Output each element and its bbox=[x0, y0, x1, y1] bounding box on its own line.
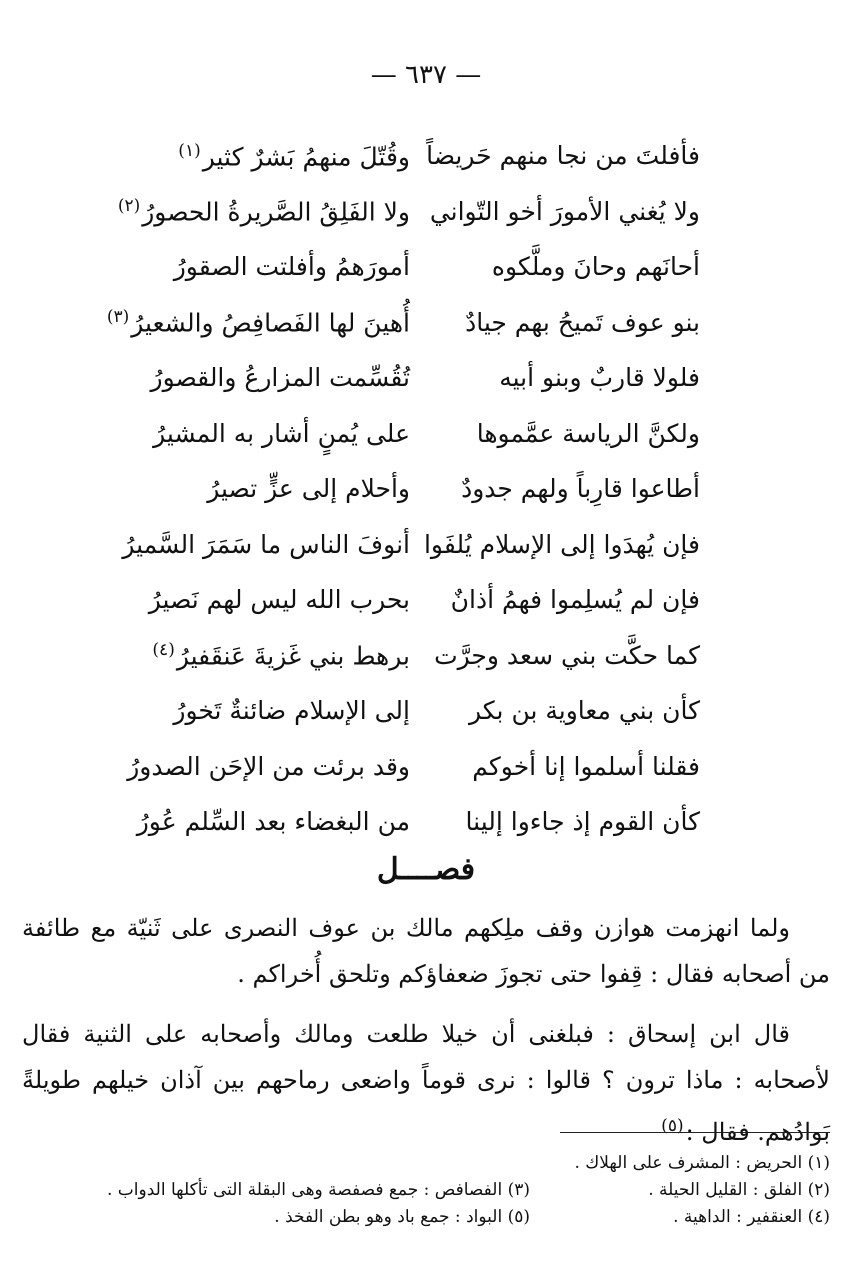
verse-second-hemistich bbox=[140, 474, 410, 503]
verse-first-hemistich: أحانَهم وحانَ وملَّكوه bbox=[491, 252, 700, 282]
verse-first-hemistich: فإن يُهدَوا إلى الإسلام يُلفَوا bbox=[423, 529, 700, 559]
verse-first-hemistich: فأفلتَ من نجا منهم حَريضاً bbox=[426, 141, 700, 171]
footnote-1: (١) الحريض : المشرف على الهلاك . bbox=[574, 1153, 830, 1173]
verse-line bbox=[122, 517, 700, 573]
verse-line bbox=[140, 350, 700, 406]
verse-first-hemistich: كما حكَّت بني سعد وجرَّت bbox=[434, 640, 700, 670]
verse-second-hemistich bbox=[140, 585, 410, 614]
verse-second-hemistich bbox=[140, 419, 410, 448]
footnote-2: (٢) الفلق : القليل الحيلة . bbox=[648, 1180, 830, 1200]
verse-second-hemistich bbox=[140, 363, 410, 392]
verse-line bbox=[117, 184, 700, 240]
footnote-column bbox=[530, 1150, 830, 1177]
verse-second-text: تُقُسِّمت المزارعُ والقصورُ bbox=[150, 363, 410, 393]
footnote-marker: (٣) bbox=[106, 307, 130, 328]
prose-paragraph-text: قال ابن إسحاق : فبلغنى أن خيلا طلعت ومالك وأصحابه على الثنية فقال لأصحابه : ماذا ترون ؟ قالوا : نرى قوماً واضعى رماحهم بين آذان خيلهم طويلةً بَوادُهم. فقال : bbox=[22, 1020, 830, 1146]
prose-paragraph bbox=[22, 1011, 830, 1155]
footnote-marker: (١) bbox=[178, 140, 201, 161]
verse-second-text: إلى الإسلام ضائنةٌ تَخورُ bbox=[173, 696, 410, 726]
verse-second-hemistich bbox=[140, 640, 410, 670]
verse-line bbox=[140, 461, 700, 517]
verse-second-hemistich bbox=[127, 751, 410, 781]
prose-paragraph: ولما انهزمت هوازن وقف ملِكهم مالك بن عوف النصرى على ثَنيّة مع طائفة من أصحابه فقال : قِفوا حتى تجوزَ ضعفاؤكم وتلحق أُخراكم . bbox=[22, 914, 830, 988]
poem bbox=[106, 128, 700, 850]
footnote-5: (٥) البواد : جمع باد وهو بطن الفخذ . bbox=[274, 1207, 530, 1227]
verse-first-hemistich: فإن لم يُسلِموا فهمُ أذانٌ bbox=[450, 585, 700, 615]
verse-line bbox=[140, 128, 700, 184]
verse-first-hemistich: فقلنا أسلموا إنا أخوكم bbox=[472, 751, 700, 781]
verse-first-hemistich: فلولا قاربٌ وبنو أبيه bbox=[499, 363, 700, 393]
verse-second-text: أمورَهمُ وأفلتت الصقورُ bbox=[173, 252, 410, 282]
footnote-column bbox=[90, 1177, 530, 1231]
footnotes bbox=[40, 1150, 830, 1231]
verse-second-hemistich bbox=[117, 196, 410, 227]
verse-line bbox=[140, 406, 700, 462]
footnote-divider bbox=[560, 1132, 830, 1133]
verse-line bbox=[140, 628, 700, 684]
verse-line bbox=[136, 794, 700, 850]
footnote-marker: (٥) bbox=[661, 1116, 684, 1136]
verse-second-text: وأحلام إلى عزٍّ تصيرُ bbox=[207, 474, 410, 504]
prose-body bbox=[22, 905, 830, 1169]
verse-first-hemistich: كأن بني معاوية بن بكر bbox=[468, 696, 700, 726]
verse-first-hemistich: أطاعوا قارِباً ولهم جدودٌ bbox=[461, 474, 700, 504]
verse-first-hemistich: بنو عوف تَميحُ بهم جيادٌ bbox=[465, 307, 700, 337]
verse-second-hemistich bbox=[136, 807, 410, 837]
verse-second-text: أُهينَ لها الفَصافِصُ والشعيرُ bbox=[131, 308, 410, 338]
verse-second-hemistich bbox=[140, 252, 410, 281]
footnote-row bbox=[40, 1177, 830, 1231]
footnote-column bbox=[530, 1177, 830, 1231]
section-title: فصــــل bbox=[376, 852, 476, 887]
verse-second-text: وقُتّلَ منهمُ بَشرٌ كثير bbox=[202, 141, 410, 171]
verse-second-text: وقد برئت من الإحَن الصدورُ bbox=[127, 751, 410, 781]
verse-line bbox=[140, 239, 700, 295]
footnote-4: (٤) العنقفير : الداهية . bbox=[673, 1207, 830, 1227]
verse-line bbox=[140, 683, 700, 739]
verse-second-text: برهط بني غَزيةَ عَنقَفيرُ bbox=[176, 641, 410, 671]
footnote-row bbox=[40, 1150, 830, 1177]
verse-second-text: من البغضاء بعد السِّلم عُورُ bbox=[136, 807, 410, 837]
footnote-3: (٣) الفصافص : جمع فصفصة وهى البقلة التى تأكلها الدواب . bbox=[106, 1180, 530, 1200]
verse-second-text: بحرب الله ليس لهم نَصيرُ bbox=[148, 585, 410, 615]
verse-second-hemistich bbox=[140, 141, 410, 171]
page-number: — ٦٣٧ — bbox=[370, 60, 482, 90]
verse-second-text: أنوفَ الناس ما سَمَرَ السَّميرُ bbox=[122, 529, 410, 559]
verse-second-hemistich bbox=[122, 529, 410, 559]
verse-second-hemistich bbox=[140, 696, 410, 725]
footnote-marker: (٤) bbox=[152, 640, 175, 661]
verse-line bbox=[127, 739, 700, 795]
verse-second-hemistich bbox=[106, 307, 410, 338]
verse-line bbox=[106, 295, 700, 351]
verse-first-hemistich: كأن القوم إذ جاءوا إلينا bbox=[465, 807, 700, 837]
verse-first-hemistich: ولكنَّ الرياسة عمَّموها bbox=[476, 418, 700, 448]
verse-first-hemistich: ولا يُغني الأمورَ أخو التّواني bbox=[429, 196, 700, 226]
verse-line bbox=[140, 572, 700, 628]
footnote-marker: (٢) bbox=[117, 196, 141, 217]
verse-second-text: على يُمنٍ أشار به المشيرُ bbox=[153, 418, 410, 448]
verse-second-text: ولا الفَلِقُ الصَّريرةُ الحصورُ bbox=[142, 197, 410, 227]
